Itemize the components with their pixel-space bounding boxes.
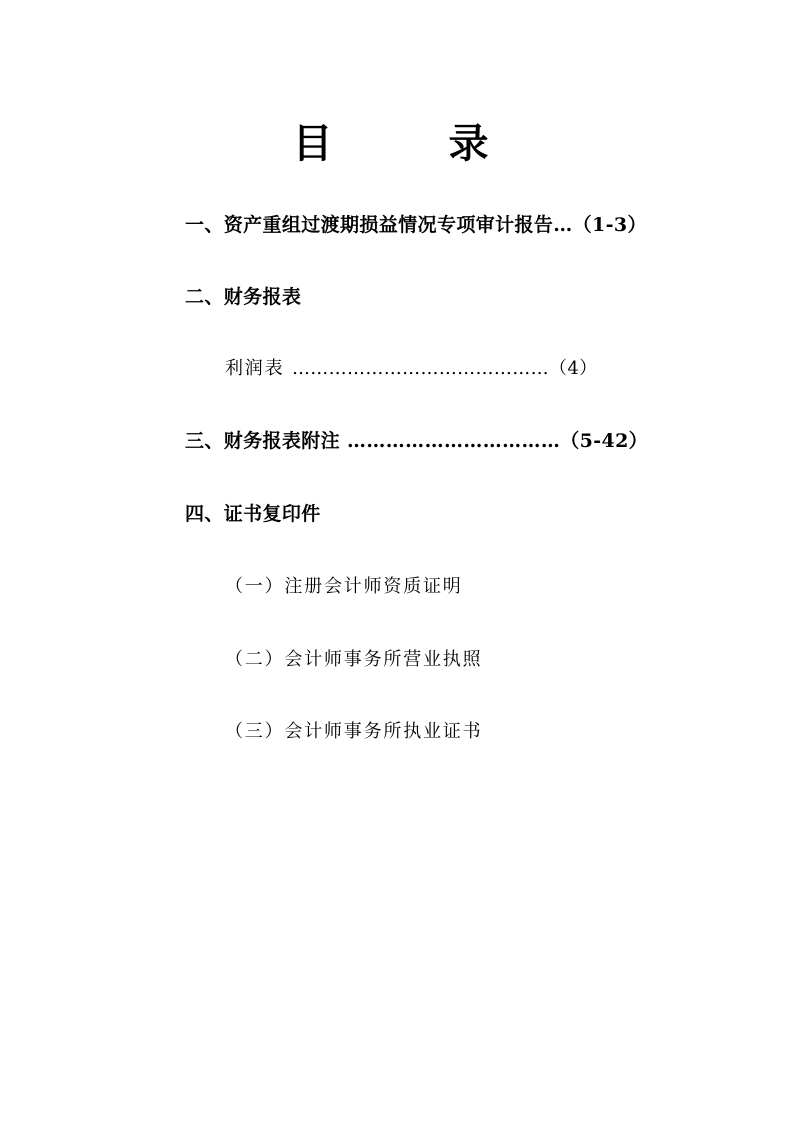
toc-entry-1[interactable] (0, 214, 793, 237)
toc-entry-4[interactable] (0, 430, 793, 453)
toc-entry-label: （二）会计师事务所营业执照 (225, 649, 483, 670)
toc-entry-label: 利润表 (225, 358, 285, 379)
toc-entry-label: 二、财务报表 (185, 286, 302, 308)
toc-entry-label: 三、财务报表附注 (185, 430, 341, 452)
toc-entry-5[interactable] (0, 503, 793, 526)
toc-entry-page: （4） (548, 358, 598, 379)
toc-entry-3[interactable] (0, 358, 793, 380)
toc-entry-page: （5-42） (560, 430, 649, 452)
toc-entry-label: 四、证书复印件 (185, 503, 321, 525)
toc-entry-leader: …………………………… (347, 430, 561, 452)
toc-entry-leader: …………………………………… (291, 358, 549, 379)
toc-entry-label: 一、资产重组过渡期损益情况专项审计报告 (185, 214, 554, 236)
toc-entry-8[interactable] (0, 721, 793, 743)
toc-entry-2[interactable] (0, 286, 793, 309)
toc-entry-label: （三）会计师事务所执业证书 (225, 721, 483, 742)
toc-entry-label: （一）注册会计师资质证明 (225, 576, 463, 597)
page-title: 目 录 (292, 120, 501, 167)
toc-entry-page: （1-3） (572, 214, 647, 236)
toc-entry-7[interactable] (0, 649, 793, 671)
toc-entry-leader: … (553, 214, 573, 236)
toc-entry-6[interactable] (0, 576, 793, 598)
